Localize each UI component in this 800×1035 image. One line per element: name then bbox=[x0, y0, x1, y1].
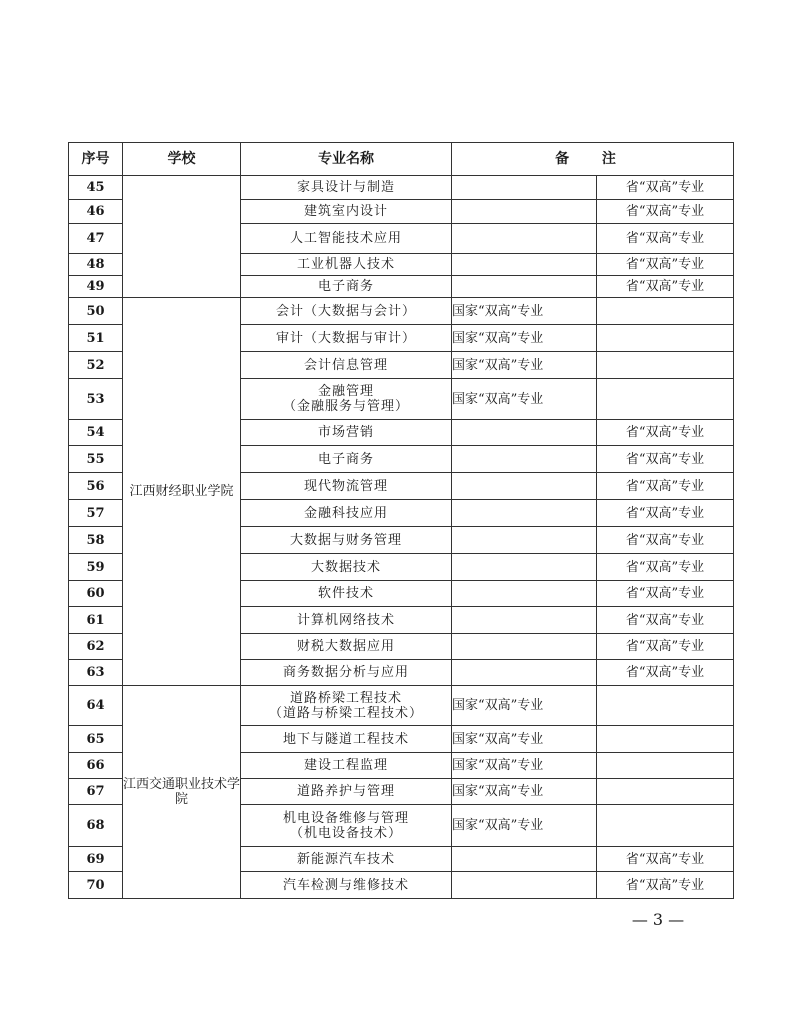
school-name: 江西交通职业技术学院 bbox=[123, 686, 241, 899]
major-name bbox=[241, 176, 452, 200]
national-note bbox=[452, 224, 597, 254]
provincial-note bbox=[597, 298, 734, 325]
provincial-note: 省“双高”专业 bbox=[597, 224, 734, 254]
provincial-note: 省“双高”专业 bbox=[597, 500, 734, 527]
national-note bbox=[452, 446, 597, 473]
major-name-line: 工业机器人技术 bbox=[296, 257, 395, 272]
major-name bbox=[241, 325, 452, 352]
row-number: 51 bbox=[69, 325, 123, 352]
page-number: — 3 — bbox=[631, 910, 685, 929]
national-note bbox=[452, 527, 597, 554]
row-number: 55 bbox=[69, 446, 123, 473]
row-number: 66 bbox=[69, 753, 123, 779]
provincial-note: 省“双高”专业 bbox=[597, 660, 734, 686]
row-number: 65 bbox=[69, 726, 123, 753]
national-note bbox=[452, 200, 597, 224]
row-number: 59 bbox=[69, 554, 123, 581]
provincial-note: 省“双高”专业 bbox=[597, 473, 734, 500]
national-note bbox=[452, 276, 597, 298]
major-name-line: 汽车检测与维修技术 bbox=[282, 877, 409, 893]
row-number: 62 bbox=[69, 634, 123, 660]
row-number: 57 bbox=[69, 500, 123, 527]
provincial-note bbox=[597, 805, 734, 847]
national-note bbox=[452, 581, 597, 607]
table-row bbox=[69, 686, 734, 726]
school-name: 江西财经职业学院 bbox=[123, 298, 241, 686]
national-note: 国家“双高”专业 bbox=[452, 805, 597, 847]
major-name-line: 商务数据分析与应用 bbox=[282, 665, 409, 680]
row-number: 47 bbox=[69, 224, 123, 254]
major-name bbox=[241, 446, 452, 473]
provincial-note: 省“双高”专业 bbox=[597, 634, 734, 660]
national-note bbox=[452, 872, 597, 899]
national-note: 国家“双高”专业 bbox=[452, 325, 597, 352]
provincial-note: 省“双高”专业 bbox=[597, 847, 734, 872]
provincial-note: 省“双高”专业 bbox=[597, 581, 734, 607]
national-note: 国家“双高”专业 bbox=[452, 779, 597, 805]
major-name bbox=[241, 276, 452, 298]
major-name bbox=[241, 527, 452, 554]
row-number: 53 bbox=[69, 379, 123, 420]
national-note: 国家“双高”专业 bbox=[452, 753, 597, 779]
major-name-line: 新能源汽车技术 bbox=[296, 851, 395, 867]
national-note bbox=[452, 176, 597, 200]
major-name-line: 建设工程监理 bbox=[303, 758, 388, 773]
national-note: 国家“双高”专业 bbox=[452, 298, 597, 325]
major-name bbox=[241, 726, 452, 753]
major-name-line: 地下与隧道工程技术 bbox=[282, 731, 409, 747]
row-number: 70 bbox=[69, 872, 123, 899]
major-name-line: 建筑室内设计 bbox=[303, 204, 388, 219]
row-number: 63 bbox=[69, 660, 123, 686]
major-name bbox=[241, 224, 452, 254]
row-number: 64 bbox=[69, 686, 123, 726]
table-row bbox=[69, 298, 734, 325]
provincial-note: 省“双高”专业 bbox=[597, 254, 734, 276]
major-name bbox=[241, 298, 452, 325]
row-number: 46 bbox=[69, 200, 123, 224]
row-number: 50 bbox=[69, 298, 123, 325]
major-name-line: （道路与桥梁工程技术） bbox=[268, 705, 423, 721]
major-name-line: （金融服务与管理） bbox=[282, 399, 409, 414]
major-name bbox=[241, 607, 452, 634]
provincial-note: 省“双高”专业 bbox=[597, 176, 734, 200]
national-note bbox=[452, 473, 597, 500]
majors-table bbox=[68, 142, 734, 899]
major-name-line: 市场营销 bbox=[317, 425, 374, 440]
header-note: 备 注 bbox=[452, 143, 734, 176]
major-name-line: 计算机网络技术 bbox=[296, 612, 395, 628]
major-name bbox=[241, 753, 452, 779]
major-name bbox=[241, 379, 452, 420]
national-note bbox=[452, 634, 597, 660]
header-major: 专业名称 bbox=[241, 143, 452, 176]
major-name bbox=[241, 805, 452, 847]
major-name bbox=[241, 473, 452, 500]
row-number: 48 bbox=[69, 254, 123, 276]
national-note bbox=[452, 254, 597, 276]
provincial-note bbox=[597, 352, 734, 379]
provincial-note: 省“双高”专业 bbox=[597, 607, 734, 634]
major-name bbox=[241, 686, 452, 726]
major-name bbox=[241, 254, 452, 276]
major-name bbox=[241, 554, 452, 581]
table-row bbox=[69, 176, 734, 200]
major-name-line: 人工智能技术应用 bbox=[289, 231, 402, 246]
provincial-note: 省“双高”专业 bbox=[597, 200, 734, 224]
row-number: 58 bbox=[69, 527, 123, 554]
provincial-note bbox=[597, 379, 734, 420]
row-number: 56 bbox=[69, 473, 123, 500]
major-name bbox=[241, 352, 452, 379]
provincial-note: 省“双高”专业 bbox=[597, 554, 734, 581]
row-number: 67 bbox=[69, 779, 123, 805]
provincial-note: 省“双高”专业 bbox=[597, 872, 734, 899]
major-name-line: 道路桥梁工程技术 bbox=[289, 690, 402, 706]
major-name-line: 会计（大数据与会计） bbox=[275, 303, 416, 319]
provincial-note bbox=[597, 779, 734, 805]
major-name-line: 机电设备维修与管理 bbox=[282, 810, 409, 826]
major-name-line: 会计信息管理 bbox=[303, 357, 388, 373]
national-note bbox=[452, 554, 597, 581]
national-note: 国家“双高”专业 bbox=[452, 352, 597, 379]
row-number: 61 bbox=[69, 607, 123, 634]
national-note bbox=[452, 420, 597, 446]
major-name bbox=[241, 200, 452, 224]
provincial-note bbox=[597, 325, 734, 352]
provincial-note: 省“双高”专业 bbox=[597, 446, 734, 473]
national-note bbox=[452, 847, 597, 872]
major-name bbox=[241, 420, 452, 446]
national-note: 国家“双高”专业 bbox=[452, 726, 597, 753]
provincial-note bbox=[597, 686, 734, 726]
national-note: 国家“双高”专业 bbox=[452, 686, 597, 726]
major-name-line: 金融科技应用 bbox=[303, 505, 388, 521]
row-number: 54 bbox=[69, 420, 123, 446]
provincial-note: 省“双高”专业 bbox=[597, 527, 734, 554]
national-note: 国家“双高”专业 bbox=[452, 379, 597, 420]
major-name bbox=[241, 660, 452, 686]
major-name-line: 大数据与财务管理 bbox=[289, 532, 402, 548]
major-name-line: 大数据技术 bbox=[310, 559, 381, 575]
row-number: 49 bbox=[69, 276, 123, 298]
major-name-line: 电子商务 bbox=[317, 451, 374, 467]
provincial-note: 省“双高”专业 bbox=[597, 420, 734, 446]
major-name-line: 现代物流管理 bbox=[303, 478, 388, 494]
major-name bbox=[241, 872, 452, 899]
header-school: 学校 bbox=[123, 143, 241, 176]
major-name bbox=[241, 500, 452, 527]
national-note bbox=[452, 500, 597, 527]
major-name-line: 道路养护与管理 bbox=[296, 784, 395, 799]
provincial-note bbox=[597, 726, 734, 753]
major-name bbox=[241, 779, 452, 805]
row-number: 68 bbox=[69, 805, 123, 847]
row-number: 45 bbox=[69, 176, 123, 200]
major-name bbox=[241, 847, 452, 872]
provincial-note: 省“双高”专业 bbox=[597, 276, 734, 298]
row-number: 60 bbox=[69, 581, 123, 607]
major-name bbox=[241, 634, 452, 660]
major-name-line: 电子商务 bbox=[317, 279, 374, 294]
header-row bbox=[69, 143, 734, 176]
provincial-note bbox=[597, 753, 734, 779]
major-name-line: 金融管理 bbox=[317, 384, 374, 399]
header-no: 序号 bbox=[69, 143, 123, 176]
major-name-line: 财税大数据应用 bbox=[296, 639, 395, 654]
major-name-line: 软件技术 bbox=[317, 586, 374, 601]
major-name-line: 审计（大数据与审计） bbox=[275, 330, 416, 346]
school-name bbox=[123, 176, 241, 298]
major-name bbox=[241, 581, 452, 607]
major-name-line: （机电设备技术） bbox=[289, 825, 402, 841]
national-note bbox=[452, 607, 597, 634]
national-note bbox=[452, 660, 597, 686]
row-number: 69 bbox=[69, 847, 123, 872]
major-name-line: 家具设计与制造 bbox=[296, 180, 395, 195]
row-number: 52 bbox=[69, 352, 123, 379]
